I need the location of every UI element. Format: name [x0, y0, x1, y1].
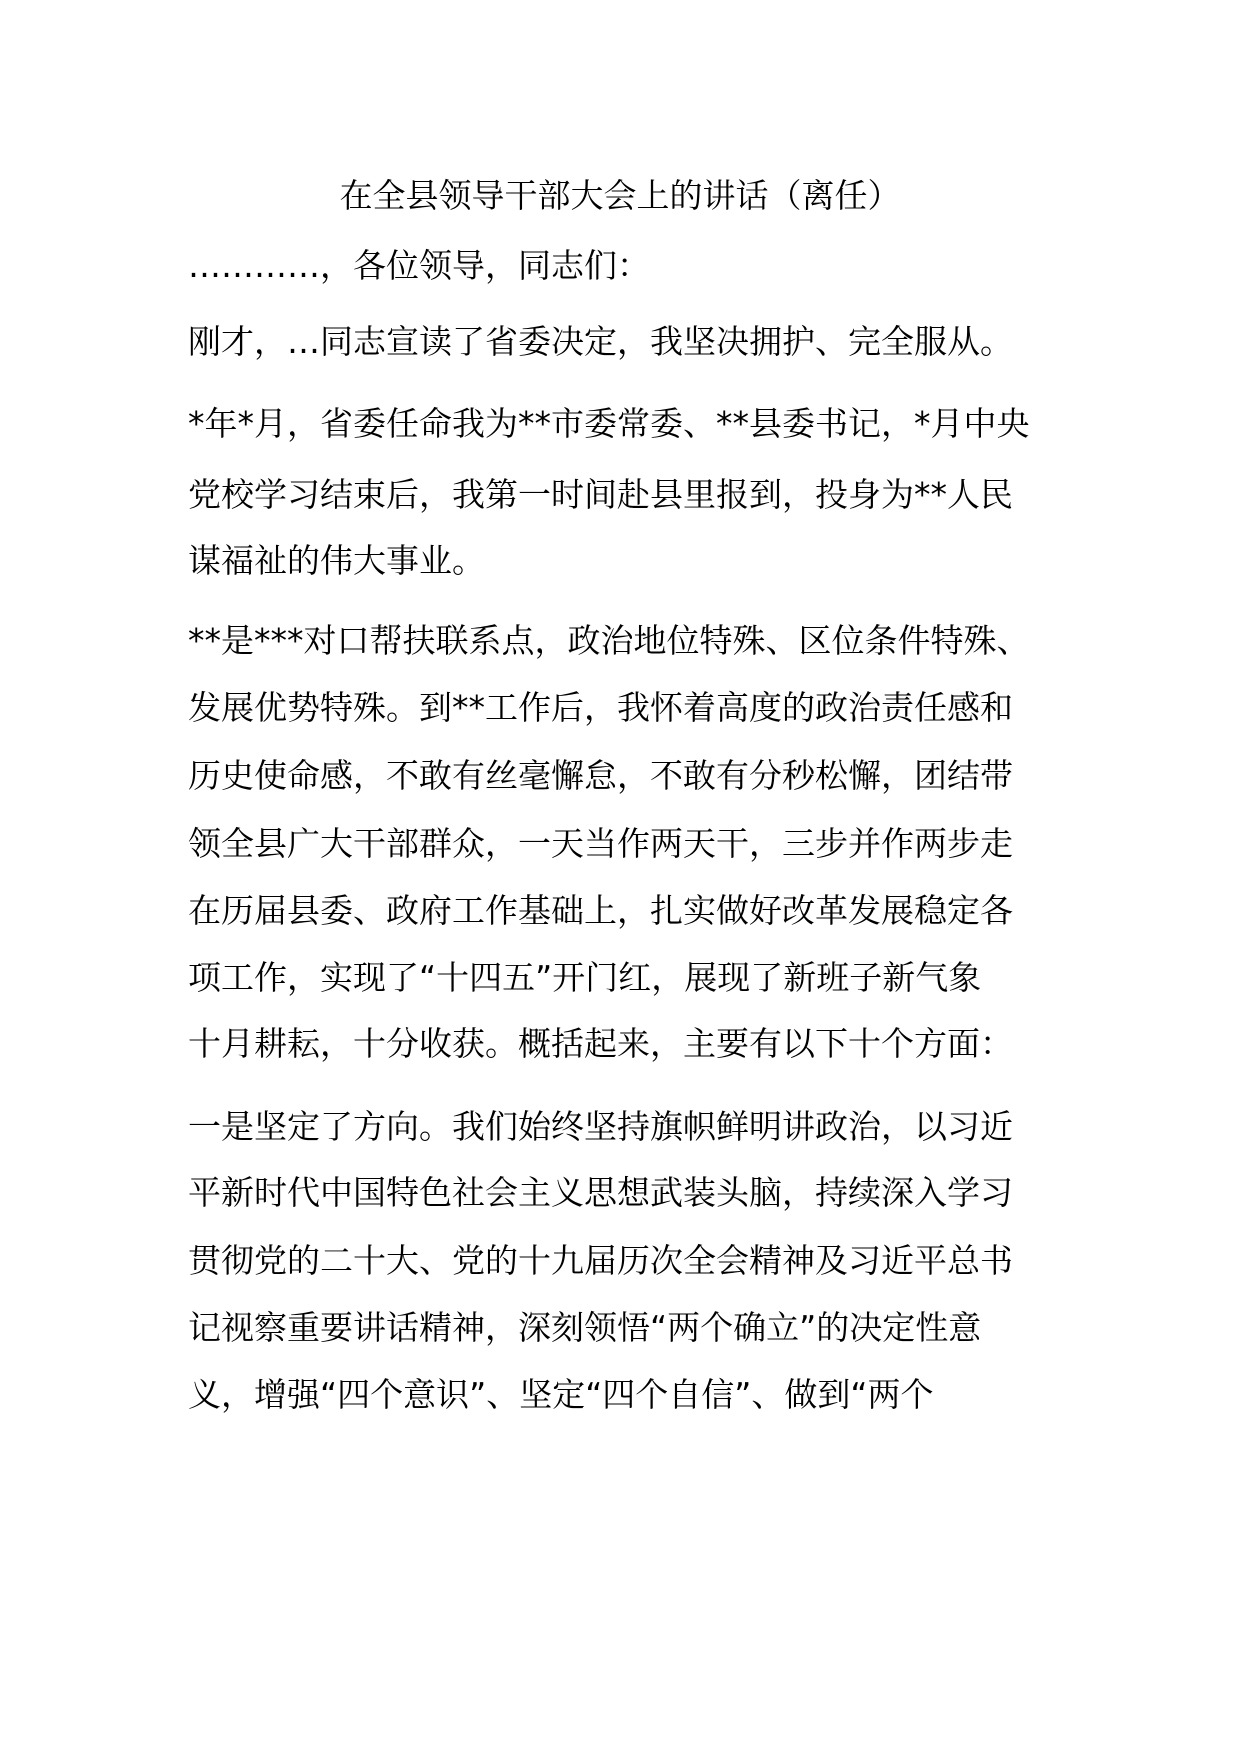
- paragraph-line: 在历届县委、政府工作基础上，扎实做好改革发展稳定各: [188, 891, 1013, 930]
- paragraph-line: 刚才，…同志宣读了省委决定，我坚决拥护、完全服从。: [188, 322, 1013, 361]
- paragraph-line: *年*月，省委任命我为**市委常委、**县委书记，*月中央: [188, 404, 1030, 443]
- paragraph-line: 历史使命感，不敢有丝毫懈怠，不敢有分秒松懈，团结带: [188, 756, 1013, 795]
- paragraph-line: 党校学习结束后，我第一时间赴县里报到，投身为**人民: [188, 475, 1013, 514]
- paragraph-line: 义，增强“四个意识”、坚定“四个自信”、做到“两个: [188, 1375, 934, 1414]
- paragraph-line: **是***对口帮扶联系点，政治地位特殊、区位条件特殊、: [188, 621, 1030, 660]
- paragraph-line: 一是坚定了方向。我们始终坚持旗帜鲜明讲政治，以习近: [188, 1107, 1013, 1146]
- salutation-line: …………，各位领导，同志们：: [188, 246, 650, 285]
- paragraph-line: 贯彻党的二十大、党的十九届历次全会精神及习近平总书: [188, 1241, 1013, 1280]
- document-title: 在全县领导干部大会上的讲话（离任）: [339, 176, 901, 215]
- paragraph-line: 谋福祉的伟大事业。: [188, 541, 485, 580]
- paragraph-line: 发展优势特殊。到**工作后，我怀着高度的政治责任感和: [188, 688, 1013, 727]
- paragraph-line: 十月耕耘，十分收获。概括起来，主要有以下十个方面：: [188, 1024, 1013, 1063]
- paragraph-line: 项工作，实现了“十四五”开门红，展现了新班子新气象: [188, 958, 982, 997]
- paragraph-line: 领全县广大干部群众，一天当作两天干，三步并作两步走: [188, 824, 1013, 863]
- paragraph-line: 记视察重要讲话精神，深刻领悟“两个确立”的决定性意: [188, 1308, 982, 1347]
- paragraph-line: 平新时代中国特色社会主义思想武装头脑，持续深入学习: [188, 1173, 1013, 1212]
